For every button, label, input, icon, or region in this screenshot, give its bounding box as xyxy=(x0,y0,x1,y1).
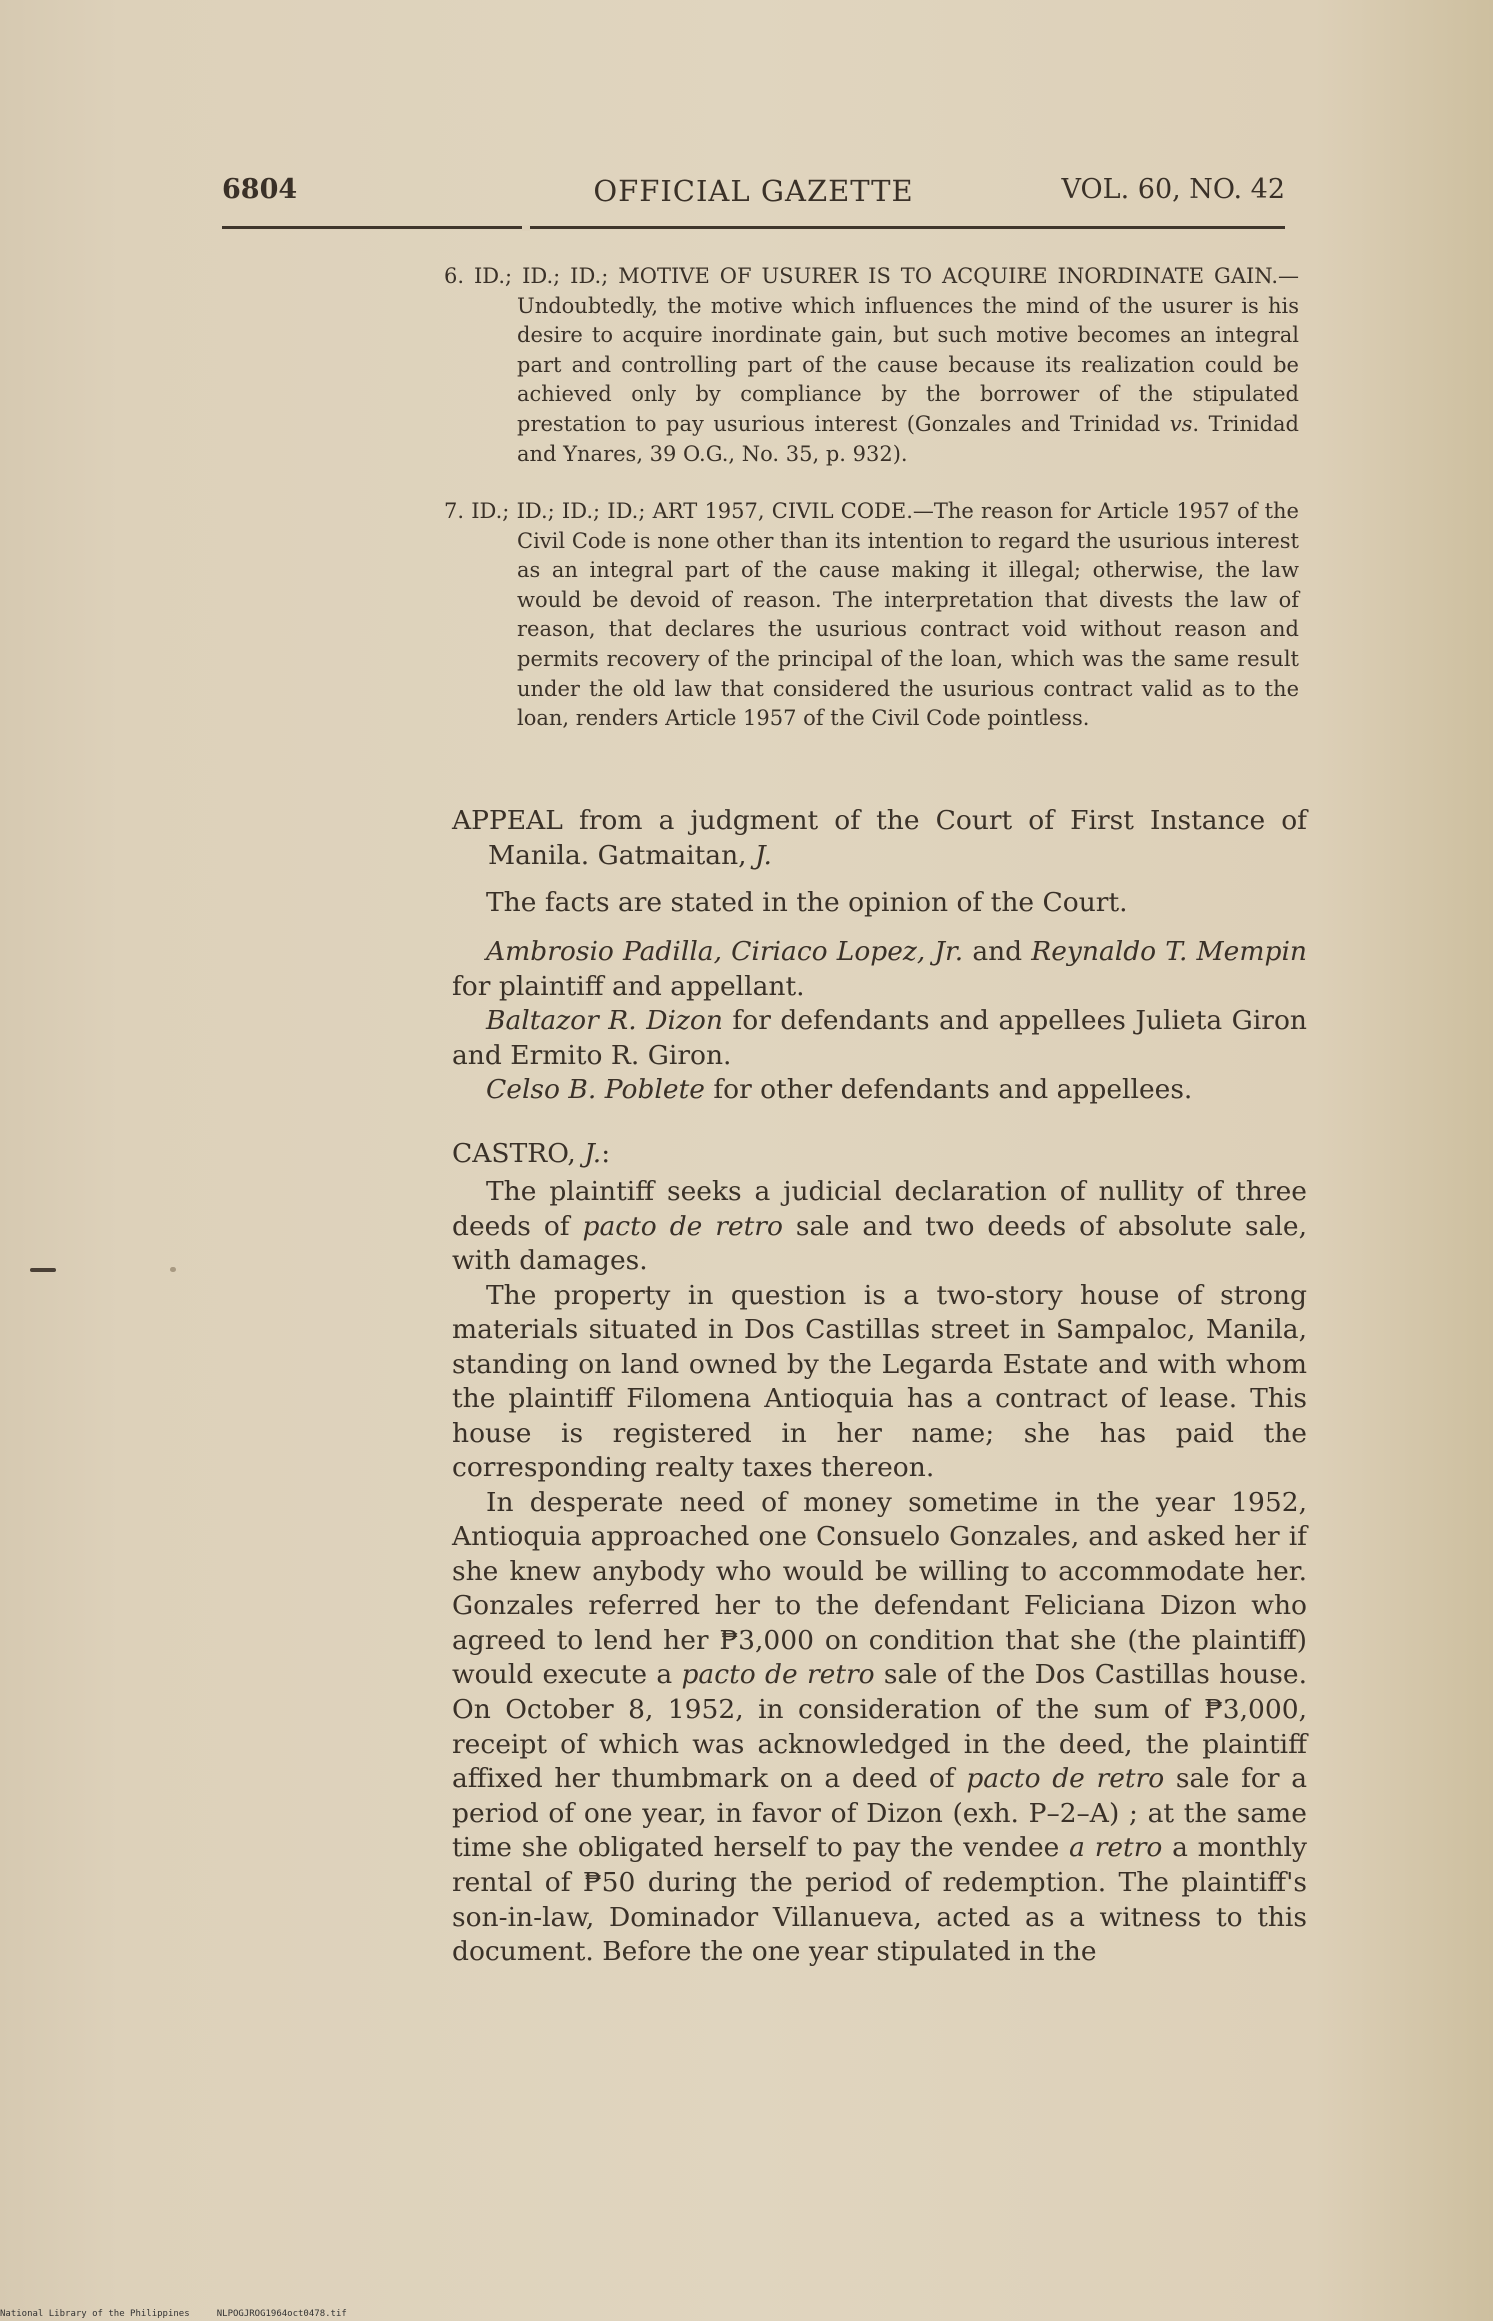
opinion-p3-text-c: sale for a period of one year, in favor of Dizon (exh. P–2–A) ; at the same time she obligated herself to pay the vendee xyxy=(452,1763,1307,1864)
page-number: 6804 xyxy=(222,174,298,205)
opinion-p1-italic: pacto de retro xyxy=(582,1210,783,1242)
syllabus-7-text: The reason for Article 1957 of the Civil Code is none other than its intention to regard the usurious interest as an integral part of the cause making it illegal; otherwise, the law would be devoid of reason. The interpretation that divests the law of reason, that declares the usurious contract void without reason and permits recovery of the principal of the loan, which was the same result under the old law that considered the usurious contract valid as to the loan, renders Article 1957 of the Civil Code pointless. xyxy=(517,499,1299,731)
appeal-line xyxy=(452,804,1307,873)
counsel-plaintiff-role: for plaintiff and appellant. xyxy=(452,970,805,1002)
counsel-plaintiff-and: and xyxy=(963,936,1032,967)
page-header xyxy=(222,174,1285,214)
opinion-p1-text-b: sale and two deeds of absolute sale, with damages. xyxy=(452,1210,1307,1276)
counsel-plaintiff-names-b: Reynaldo T. Mempin xyxy=(1031,936,1307,967)
opinion-author-name: CASTRO, xyxy=(452,1138,585,1169)
header-rule xyxy=(222,226,1285,229)
opinion-p3-italic-1: pacto de retro xyxy=(681,1659,875,1691)
syllabus-6-vs: vs xyxy=(1169,411,1193,436)
margin-speck xyxy=(170,1267,176,1272)
appeal-text: APPEAL from a judgment of the Court of First Instance of Manila. Gatmaitan, xyxy=(452,805,1307,871)
volume-number: VOL. 60, NO. 42 xyxy=(1061,174,1285,205)
opinion-author xyxy=(452,1137,1307,1172)
margin-mark xyxy=(30,1268,56,1272)
syllabus-6-text-a: Undoubtedly, the motive which influences the mind of the usurer is his desire to acquire inordinate gain, but such motive becomes an integral part and controlling part of the cause because its realization could be achieved only by compliance by the borrower of the stipulated prestation to pay usurious interest (Gonzales and Trinidad xyxy=(517,293,1299,436)
syllabus-item-7 xyxy=(444,497,1299,734)
syllabus-6-text-b: . Trinidad and Ynares, 39 O.G., No. 35, p. 932). xyxy=(517,411,1299,466)
counsel-defendants xyxy=(452,1004,1307,1073)
facts-line xyxy=(452,886,1307,921)
opinion-body xyxy=(452,1175,1307,1970)
opinion-paragraph-1 xyxy=(452,1175,1307,1279)
opinion-paragraph-3 xyxy=(452,1486,1307,1970)
counsel-plaintiff-names-a: Ambrosio Padilla, Ciriaco Lopez, Jr. xyxy=(486,936,964,967)
opinion-p3-italic-2: pacto de retro xyxy=(966,1763,1165,1795)
counsel-defendants-role: for defendants and appellees Julieta Giron and Ermito R. Giron. xyxy=(452,1005,1307,1071)
opinion-p1-text-a: The plaintiff seeks a judicial declaration of nullity of three deeds of xyxy=(452,1176,1307,1242)
counsel-plaintiff xyxy=(452,935,1307,1004)
scan-footer: National Library of the Philippines NLPOGJROG1964oct0478.tif xyxy=(0,2309,347,2319)
counsel-others-name: Celso B. Poblete xyxy=(486,1074,705,1105)
appeal-judge-initial: J. xyxy=(754,839,772,871)
syllabus-7-lead: 7. ID.; ID.; ID.; ID.; ART 1957, CIVIL CODE.— xyxy=(444,499,934,523)
opinion-p3-text-a: In desperate need of money sometime in the year 1952, Antioquia approached one Consuelo Gonzales, and asked her if she knew anybody who would be willing to accommodate her. Gonzales referred her to the defendant Feliciana Dizon who agreed to lend her ₱3,000 on condition that she (the plaintiff) would execute a xyxy=(452,1486,1307,1691)
facts-text: The facts are stated in the opinion of the Court. xyxy=(486,887,1128,918)
opinion-paragraph-2: The property in question is a two-story house of strong materials situated in Dos Castillas street in Sampaloc, Manila, standing on land owned by the Legarda Estate and with whom the plaintiff Filomena Antioquia has a contract of lease. This house is registered in her name; she has paid the corresponding realty taxes thereon. xyxy=(452,1279,1307,1483)
counsel-others xyxy=(452,1073,1307,1108)
counsel-defendants-name: Baltazor R. Dizon xyxy=(486,1005,723,1036)
syllabus-item-6 xyxy=(444,262,1299,469)
syllabus-6-lead: 6. ID.; ID.; ID.; MOTIVE OF USURER IS TO ACQUIRE INORDINATE GAIN.— xyxy=(444,264,1299,288)
opinion-p3-text-b: sale of the Dos Castillas house. On October 8, 1952, in consideration of the sum of ₱3,000, receipt of which was acknowledged in the deed, the plaintiff affixed her thumbmark on a deed of xyxy=(452,1659,1307,1795)
counsel-block xyxy=(452,935,1307,1108)
opinion-author-colon: : xyxy=(601,1138,611,1169)
counsel-others-role: for other defendants and appellees. xyxy=(704,1074,1193,1105)
opinion-author-suffix: J. xyxy=(584,1138,602,1169)
opinion-p3-italic-3: a retro xyxy=(1069,1832,1163,1864)
gazette-title: OFFICIAL GAZETTE xyxy=(593,174,914,208)
opinion-p3-text-d: a monthly rental of ₱50 during the period of redemption. The plaintiff's son-in-law, Dominador Villanueva, acted as a witness to this document. Before the one year stipulated in the xyxy=(452,1832,1307,1968)
